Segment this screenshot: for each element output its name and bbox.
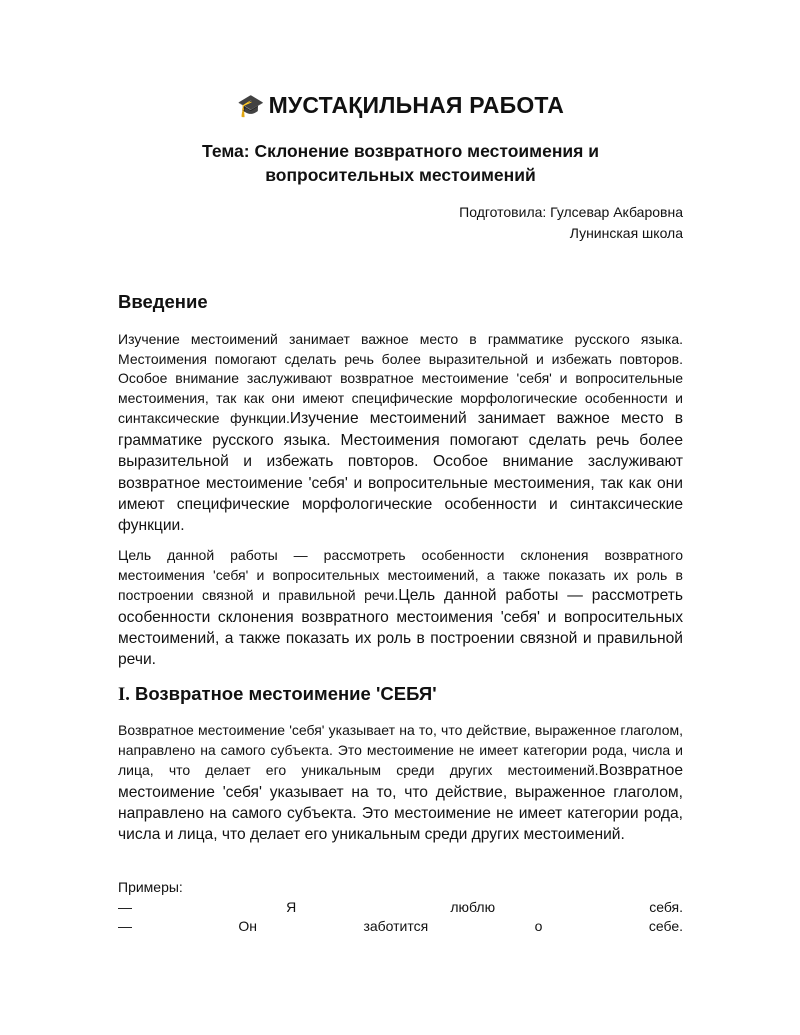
section-1-heading bbox=[118, 683, 437, 706]
graduation-cap-icon: 🎓 bbox=[236, 93, 265, 118]
example-word: Я bbox=[286, 898, 297, 915]
intro-paragraph-1 bbox=[118, 330, 683, 537]
example-word: люблю bbox=[450, 898, 496, 915]
example-word: заботится bbox=[363, 918, 429, 935]
section-1-paragraph bbox=[118, 721, 683, 846]
example-word: себе. bbox=[648, 918, 683, 935]
title-text: МУСТАҚИЛЬНАЯ РАБОТА bbox=[268, 92, 565, 118]
document-theme bbox=[118, 139, 683, 187]
example-word: о bbox=[534, 918, 543, 935]
intro-p2-small-text: Цель данной работы — рассмотреть особенности склонения возвратного местоимения 'себя' и вопросительных местоимений, а также показать их роль в построении связной и правильной речи. bbox=[118, 547, 683, 604]
theme-line-1: Тема: Склонение возвратного местоимения и bbox=[202, 141, 599, 161]
example-word: — bbox=[118, 918, 132, 935]
example-line bbox=[118, 917, 683, 937]
examples-block bbox=[118, 878, 683, 937]
section-1-small-text: Возвратное местоимение 'себя' указывает на то, что действие, выраженное глаголом, направлено на самого субъекта. Это местоимение не имеет категории рода, числа и лица, что делает его уникальным среди других местоимений. bbox=[118, 722, 683, 779]
theme-line-2: вопросительных местоимений bbox=[265, 165, 536, 185]
prepared-by: Подготовила: Гулсевар Акбаровна bbox=[459, 204, 683, 220]
example-word: Он bbox=[238, 918, 258, 935]
author-block bbox=[118, 202, 683, 244]
school-name: Лунинская школа bbox=[569, 225, 683, 241]
document-title bbox=[118, 92, 683, 119]
example-word: себя. bbox=[649, 898, 683, 915]
intro-p2-large-text: Цель данной работы — рассмотреть особенности склонения возвратного местоимения 'себя' и вопросительных местоимений, а также показать их роль в построении связной и правильной речи. bbox=[118, 587, 683, 669]
intro-heading: Введение bbox=[118, 291, 208, 312]
intro-p1-small-text: Изучение местоимений занимает важное место в грамматике русского языка. Местоимения помогают сделать речь более выразительной и избежать повторов. Особое внимание заслуживают возвратное местоимение 'себя' и вопросительные местоимения, так как они имеют специфические морфологические особенности и синтаксические функции. bbox=[118, 331, 683, 427]
example-word: — bbox=[118, 898, 132, 915]
section-1-numeral: I. bbox=[118, 685, 130, 705]
section-1-title: Возвратное местоимение 'СЕБЯ' bbox=[134, 683, 437, 704]
example-line bbox=[118, 898, 683, 918]
examples-label: Примеры: bbox=[118, 879, 183, 895]
section-1-large-text: Возвратное местоимение 'себя' указывает на то, что действие, выраженное глаголом, направлено на самого субъекта. Это местоимение не имеет категории рода, числа и лица, что делает его уникальным среди других местоимений. bbox=[118, 762, 683, 844]
intro-paragraph-2 bbox=[118, 546, 683, 671]
intro-p1-large-text: Изучение местоимений занимает важное место в грамматике русского языка. Местоимения помогают сделать речь более выразительной и избежать повторов. Особое внимание заслуживают возвратное местоимение 'себя' и вопросительные местоимения, так как они имеют специфические морфологические особенности и синтаксические функции. bbox=[118, 410, 683, 535]
